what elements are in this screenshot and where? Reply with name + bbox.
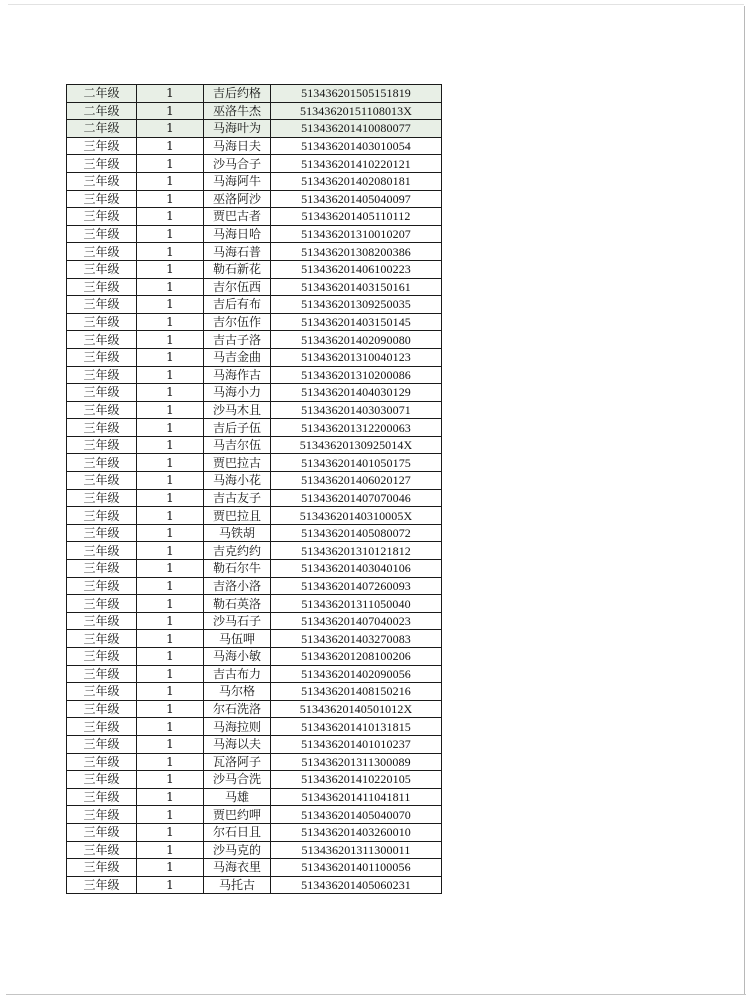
- name-cell: 巫洛阿沙: [204, 190, 271, 208]
- name-cell: 吉古布力: [204, 665, 271, 683]
- class-cell: 1: [137, 735, 204, 753]
- name-cell: 吉后子伍: [204, 419, 271, 437]
- id-number-cell: 513436201410220121: [271, 155, 442, 173]
- name-cell: 马海日夫: [204, 137, 271, 155]
- class-cell: 1: [137, 384, 204, 402]
- grade-cell: 三年级: [67, 155, 137, 173]
- grade-cell: 三年级: [67, 753, 137, 771]
- id-number-cell: 51343620130925014X: [271, 436, 442, 454]
- name-cell: 沙马合子: [204, 155, 271, 173]
- student-roster-table: [66, 84, 442, 894]
- grade-cell: 三年级: [67, 313, 137, 331]
- class-cell: 1: [137, 841, 204, 859]
- table-row: [67, 454, 442, 472]
- name-cell: 马海衣里: [204, 859, 271, 877]
- grade-cell: 三年级: [67, 419, 137, 437]
- table-row: [67, 172, 442, 190]
- name-cell: 吉尔伍作: [204, 313, 271, 331]
- class-cell: 1: [137, 155, 204, 173]
- table-row: [67, 524, 442, 542]
- table-row: [67, 718, 442, 736]
- id-number-cell: 513436201208100206: [271, 648, 442, 666]
- class-cell: 1: [137, 85, 204, 103]
- id-number-cell: 513436201308200386: [271, 243, 442, 261]
- name-cell: 贾巴拉古: [204, 454, 271, 472]
- name-cell: 勒石新花: [204, 260, 271, 278]
- name-cell: 马吉金曲: [204, 348, 271, 366]
- table-row: [67, 700, 442, 718]
- id-number-cell: 513436201408150216: [271, 683, 442, 701]
- id-number-cell: 513436201410080077: [271, 120, 442, 138]
- id-number-cell: 513436201403270083: [271, 630, 442, 648]
- id-number-cell: 513436201312200063: [271, 419, 442, 437]
- class-cell: 1: [137, 560, 204, 578]
- id-number-cell: 513436201403040106: [271, 560, 442, 578]
- class-cell: 1: [137, 507, 204, 525]
- name-cell: 马海以夫: [204, 735, 271, 753]
- class-cell: 1: [137, 172, 204, 190]
- table-row: [67, 436, 442, 454]
- table-row: [67, 788, 442, 806]
- class-cell: 1: [137, 771, 204, 789]
- class-cell: 1: [137, 753, 204, 771]
- class-cell: 1: [137, 577, 204, 595]
- class-cell: 1: [137, 718, 204, 736]
- id-number-cell: 513436201403150145: [271, 313, 442, 331]
- class-cell: 1: [137, 823, 204, 841]
- grade-cell: 三年级: [67, 454, 137, 472]
- name-cell: 马海拉则: [204, 718, 271, 736]
- id-number-cell: 513436201410220105: [271, 771, 442, 789]
- id-number-cell: 513436201411041811: [271, 788, 442, 806]
- roster-body: [67, 85, 442, 894]
- class-cell: 1: [137, 630, 204, 648]
- class-cell: 1: [137, 208, 204, 226]
- table-row: [67, 120, 442, 138]
- id-number-cell: 513436201407260093: [271, 577, 442, 595]
- name-cell: 吉后约格: [204, 85, 271, 103]
- id-number-cell: 513436201403030071: [271, 401, 442, 419]
- table-row: [67, 489, 442, 507]
- table-row: [67, 823, 442, 841]
- class-cell: 1: [137, 419, 204, 437]
- table-row: [67, 630, 442, 648]
- grade-cell: 二年级: [67, 120, 137, 138]
- table-row: [67, 155, 442, 173]
- id-number-cell: 513436201410131815: [271, 718, 442, 736]
- name-cell: 吉洛小洛: [204, 577, 271, 595]
- id-number-cell: 513436201310010207: [271, 225, 442, 243]
- id-number-cell: 513436201310040123: [271, 348, 442, 366]
- grade-cell: 三年级: [67, 859, 137, 877]
- class-cell: 1: [137, 472, 204, 490]
- id-number-cell: 513436201401010237: [271, 735, 442, 753]
- name-cell: 马海作古: [204, 366, 271, 384]
- name-cell: 马海叶为: [204, 120, 271, 138]
- class-cell: 1: [137, 542, 204, 560]
- table-row: [67, 208, 442, 226]
- name-cell: 马尔格: [204, 683, 271, 701]
- grade-cell: 三年级: [67, 436, 137, 454]
- grade-cell: 三年级: [67, 683, 137, 701]
- id-number-cell: 513436201405110112: [271, 208, 442, 226]
- name-cell: 马海日哈: [204, 225, 271, 243]
- class-cell: 1: [137, 243, 204, 261]
- grade-cell: 三年级: [67, 331, 137, 349]
- name-cell: 勒石尔牛: [204, 560, 271, 578]
- grade-cell: 三年级: [67, 700, 137, 718]
- grade-cell: 三年级: [67, 384, 137, 402]
- grade-cell: 三年级: [67, 225, 137, 243]
- class-cell: 1: [137, 524, 204, 542]
- name-cell: 马海石普: [204, 243, 271, 261]
- class-cell: 1: [137, 278, 204, 296]
- table-row: [67, 859, 442, 877]
- scan-edge-top: [8, 4, 744, 5]
- grade-cell: 三年级: [67, 665, 137, 683]
- name-cell: 马吉尔伍: [204, 436, 271, 454]
- grade-cell: 三年级: [67, 208, 137, 226]
- grade-cell: 三年级: [67, 771, 137, 789]
- grade-cell: 三年级: [67, 507, 137, 525]
- class-cell: 1: [137, 859, 204, 877]
- grade-cell: 三年级: [67, 524, 137, 542]
- grade-cell: 三年级: [67, 806, 137, 824]
- class-cell: 1: [137, 665, 204, 683]
- name-cell: 勒石英洛: [204, 595, 271, 613]
- id-number-cell: 513436201311050040: [271, 595, 442, 613]
- class-cell: 1: [137, 331, 204, 349]
- id-number-cell: 513436201405040097: [271, 190, 442, 208]
- id-number-cell: 513436201309250035: [271, 296, 442, 314]
- class-cell: 1: [137, 137, 204, 155]
- table-row: [67, 85, 442, 103]
- table-row: [67, 401, 442, 419]
- grade-cell: 三年级: [67, 630, 137, 648]
- id-number-cell: 513436201406020127: [271, 472, 442, 490]
- table-row: [67, 560, 442, 578]
- grade-cell: 三年级: [67, 788, 137, 806]
- class-cell: 1: [137, 102, 204, 120]
- id-number-cell: 513436201402090080: [271, 331, 442, 349]
- id-number-cell: 513436201407070046: [271, 489, 442, 507]
- grade-cell: 二年级: [67, 85, 137, 103]
- table-row: [67, 366, 442, 384]
- grade-cell: 三年级: [67, 841, 137, 859]
- name-cell: 马海小力: [204, 384, 271, 402]
- grade-cell: 三年级: [67, 577, 137, 595]
- class-cell: 1: [137, 454, 204, 472]
- class-cell: 1: [137, 595, 204, 613]
- grade-cell: 三年级: [67, 366, 137, 384]
- grade-cell: 三年级: [67, 278, 137, 296]
- name-cell: 贾巴拉且: [204, 507, 271, 525]
- table-row: [67, 665, 442, 683]
- id-number-cell: 513436201310200086: [271, 366, 442, 384]
- id-number-cell: 513436201402080181: [271, 172, 442, 190]
- name-cell: 瓦洛阿子: [204, 753, 271, 771]
- name-cell: 吉克约约: [204, 542, 271, 560]
- id-number-cell: 513436201403150161: [271, 278, 442, 296]
- name-cell: 吉古子洛: [204, 331, 271, 349]
- name-cell: 马托古: [204, 876, 271, 894]
- id-number-cell: 513436201311300089: [271, 753, 442, 771]
- grade-cell: 三年级: [67, 137, 137, 155]
- grade-cell: 三年级: [67, 735, 137, 753]
- table-row: [67, 735, 442, 753]
- grade-cell: 三年级: [67, 595, 137, 613]
- name-cell: 马海小敏: [204, 648, 271, 666]
- grade-cell: 三年级: [67, 401, 137, 419]
- grade-cell: 三年级: [67, 823, 137, 841]
- class-cell: 1: [137, 190, 204, 208]
- table-row: [67, 472, 442, 490]
- id-number-cell: 51343620140501012X: [271, 700, 442, 718]
- name-cell: 沙马合洗: [204, 771, 271, 789]
- class-cell: 1: [137, 788, 204, 806]
- class-cell: 1: [137, 296, 204, 314]
- grade-cell: 三年级: [67, 243, 137, 261]
- id-number-cell: 513436201405080072: [271, 524, 442, 542]
- table-row: [67, 278, 442, 296]
- table-row: [67, 419, 442, 437]
- class-cell: 1: [137, 436, 204, 454]
- table-row: [67, 683, 442, 701]
- grade-cell: 三年级: [67, 876, 137, 894]
- table-row: [67, 648, 442, 666]
- name-cell: 巫洛牛杰: [204, 102, 271, 120]
- class-cell: 1: [137, 876, 204, 894]
- class-cell: 1: [137, 489, 204, 507]
- name-cell: 贾巴约呷: [204, 806, 271, 824]
- grade-cell: 三年级: [67, 296, 137, 314]
- grade-cell: 三年级: [67, 472, 137, 490]
- table-row: [67, 595, 442, 613]
- table-row: [67, 225, 442, 243]
- grade-cell: 三年级: [67, 718, 137, 736]
- scan-edge-bottom: [6, 994, 746, 995]
- id-number-cell: 51343620140310005X: [271, 507, 442, 525]
- table-row: [67, 243, 442, 261]
- grade-cell: 三年级: [67, 190, 137, 208]
- name-cell: 马雄: [204, 788, 271, 806]
- table-row: [67, 771, 442, 789]
- id-number-cell: 513436201406100223: [271, 260, 442, 278]
- class-cell: 1: [137, 366, 204, 384]
- id-number-cell: 513436201405060231: [271, 876, 442, 894]
- table-row: [67, 507, 442, 525]
- id-number-cell: 513436201402090056: [271, 665, 442, 683]
- name-cell: 尔石洗洛: [204, 700, 271, 718]
- class-cell: 1: [137, 700, 204, 718]
- id-number-cell: 513436201311300011: [271, 841, 442, 859]
- grade-cell: 三年级: [67, 172, 137, 190]
- id-number-cell: 513436201310121812: [271, 542, 442, 560]
- id-number-cell: 513436201401050175: [271, 454, 442, 472]
- id-number-cell: 513436201405040070: [271, 806, 442, 824]
- name-cell: 沙马克的: [204, 841, 271, 859]
- name-cell: 马海小花: [204, 472, 271, 490]
- class-cell: 1: [137, 401, 204, 419]
- name-cell: 吉尔伍西: [204, 278, 271, 296]
- table-row: [67, 384, 442, 402]
- table-row: [67, 753, 442, 771]
- grade-cell: 三年级: [67, 560, 137, 578]
- name-cell: 马海阿牛: [204, 172, 271, 190]
- table-row: [67, 577, 442, 595]
- class-cell: 1: [137, 683, 204, 701]
- grade-cell: 三年级: [67, 260, 137, 278]
- id-number-cell: 513436201403010054: [271, 137, 442, 155]
- id-number-cell: 513436201403260010: [271, 823, 442, 841]
- name-cell: 贾巴古者: [204, 208, 271, 226]
- table-row: [67, 190, 442, 208]
- table-row: [67, 102, 442, 120]
- table-row: [67, 806, 442, 824]
- class-cell: 1: [137, 612, 204, 630]
- grade-cell: 三年级: [67, 489, 137, 507]
- grade-cell: 三年级: [67, 648, 137, 666]
- table-row: [67, 137, 442, 155]
- table-row: [67, 348, 442, 366]
- class-cell: 1: [137, 313, 204, 331]
- class-cell: 1: [137, 348, 204, 366]
- name-cell: 尔石日且: [204, 823, 271, 841]
- name-cell: 马铁胡: [204, 524, 271, 542]
- scan-edge-right: [744, 6, 745, 994]
- class-cell: 1: [137, 225, 204, 243]
- grade-cell: 二年级: [67, 102, 137, 120]
- grade-cell: 三年级: [67, 542, 137, 560]
- table-row: [67, 841, 442, 859]
- table-row: [67, 313, 442, 331]
- table-row: [67, 331, 442, 349]
- grade-cell: 三年级: [67, 348, 137, 366]
- id-number-cell: 513436201401100056: [271, 859, 442, 877]
- table-row: [67, 260, 442, 278]
- name-cell: 沙马木且: [204, 401, 271, 419]
- name-cell: 吉后有布: [204, 296, 271, 314]
- table-row: [67, 542, 442, 560]
- id-number-cell: 513436201505151819: [271, 85, 442, 103]
- class-cell: 1: [137, 260, 204, 278]
- class-cell: 1: [137, 120, 204, 138]
- class-cell: 1: [137, 806, 204, 824]
- class-cell: 1: [137, 648, 204, 666]
- name-cell: 吉古友子: [204, 489, 271, 507]
- name-cell: 马伍呷: [204, 630, 271, 648]
- grade-cell: 三年级: [67, 612, 137, 630]
- table-row: [67, 876, 442, 894]
- id-number-cell: 513436201407040023: [271, 612, 442, 630]
- id-number-cell: 51343620151108013X: [271, 102, 442, 120]
- table-row: [67, 296, 442, 314]
- table-row: [67, 612, 442, 630]
- id-number-cell: 513436201404030129: [271, 384, 442, 402]
- name-cell: 沙马石子: [204, 612, 271, 630]
